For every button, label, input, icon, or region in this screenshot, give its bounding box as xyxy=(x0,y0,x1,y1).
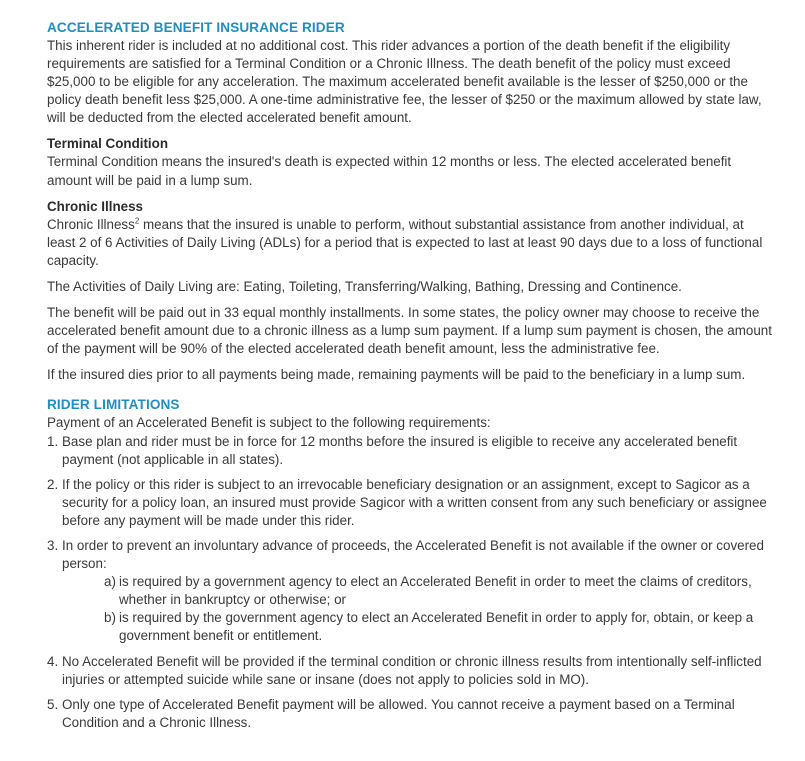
rider-limitations-section xyxy=(47,396,775,732)
rider-heading: ACCELERATED BENEFIT INSURANCE RIDER xyxy=(47,20,345,35)
chronic-illness-lead: Chronic Illness xyxy=(47,216,135,232)
list-item-number: 2. xyxy=(47,476,59,492)
chronic-illness-definition xyxy=(47,216,775,270)
rider-limitations-intro: Payment of an Accelerated Benefit is subject to the following requirements: xyxy=(47,415,491,431)
rider-limitations-heading: RIDER LIMITATIONS xyxy=(47,397,180,413)
list-item xyxy=(47,653,775,689)
terminal-condition-section xyxy=(47,135,775,189)
rider-section xyxy=(47,19,775,127)
chronic-illness-text: means that the insured is unable to perform, without substantial assistance from another individual, at least 2 of 6 Activities of Daily Living (ADLs) for a period that is expected to last at least 90 days due to a loss of functional capacity. xyxy=(47,216,763,268)
limitations-list xyxy=(47,433,775,732)
chronic-illness-section xyxy=(47,198,775,385)
list-item xyxy=(47,476,775,530)
list-item xyxy=(47,537,775,646)
chronic-illness-heading: Chronic Illness xyxy=(47,198,143,214)
sub-list-item-label: b) xyxy=(104,610,116,626)
rider-intro: This inherent rider is included at no additional cost. This rider advances a portion of the death benefit if the eligibility requirements are satisfied for a Terminal Condition or a Chronic Illness. The death benefit of the policy must exceed $25,000 to be eligible for any acceleration. The maximum accelerated benefit available is the lesser of $250,000 or the policy death benefit less $25,000. A one-time administrative fee, the lesser of $250 or the maximum allowed by state law, will be deducted from the elected accelerated benefit amount. xyxy=(47,38,762,126)
death-before-payment-text: If the insured dies prior to all payments being made, remaining payments will be paid to the beneficiary in a lump sum. xyxy=(47,367,746,383)
list-item xyxy=(47,433,775,469)
terminal-condition-heading: Terminal Condition xyxy=(47,136,169,152)
sub-list-item xyxy=(104,573,775,609)
list-item-number: 3. xyxy=(47,537,59,553)
list-item-text: If the policy or this rider is subject to an irrevocable beneficiary designation or an assignment, except to Sagicor as a security for a policy loan, an insured must provide Sagicor with a written consent from any such beneficiary or assignee before any payment will be made under this rider. xyxy=(62,476,767,528)
sub-list-item-text: is required by a government agency to elect an Accelerated Benefit in order to meet the claims of creditors, whether in bankruptcy or otherwise; or xyxy=(119,574,752,608)
list-item-text: No Accelerated Benefit will be provided if the terminal condition or chronic illness results from intentionally self-inflicted injuries or attempted suicide while sane or insane (does not apply to policies sold in MO). xyxy=(62,653,762,687)
list-item-text: Base plan and rider must be in force for 12 months before the insured is eligible to receive any accelerated benefit payment (not applicable in all states). xyxy=(62,433,738,467)
sub-list-item xyxy=(104,609,775,645)
sub-list xyxy=(62,573,775,645)
list-item-number: 1. xyxy=(47,433,59,449)
payout-text: The benefit will be paid out in 33 equal monthly installments. In some states, the policy owner may choose to receive the accelerated benefit amount due to a chronic illness as a lump sum payment. If a lump sum payment is chosen, the amount of the payment will be 90% of the elected accelerated death benefit amount, less the administrative fee. xyxy=(47,305,772,357)
list-item-text: Only one type of Accelerated Benefit payment will be allowed. You cannot receive a payment based on a Terminal Condition and a Chronic Illness. xyxy=(62,696,735,730)
list-item-number: 5. xyxy=(47,696,59,712)
list-item xyxy=(47,696,775,732)
footnote-marker: 2 xyxy=(134,216,140,226)
terminal-condition-text: Terminal Condition means the insured's death is expected within 12 months or less. The elected accelerated benefit amount will be paid in a lump sum. xyxy=(47,154,732,188)
adl-list-text: The Activities of Daily Living are: Eating, Toileting, Transferring/Walking, Bathing, Dressing and Continence. xyxy=(47,278,682,294)
list-item-number: 4. xyxy=(47,653,59,669)
list-item-text: In order to prevent an involuntary advance of proceeds, the Accelerated Benefit is not available if the owner or covered person: xyxy=(62,537,764,572)
sub-list-item-label: a) xyxy=(104,574,116,590)
sub-list-item-text: is required by the government agency to elect an Accelerated Benefit in order to apply for, obtain, or keep a government benefit or entitlement. xyxy=(119,610,754,644)
